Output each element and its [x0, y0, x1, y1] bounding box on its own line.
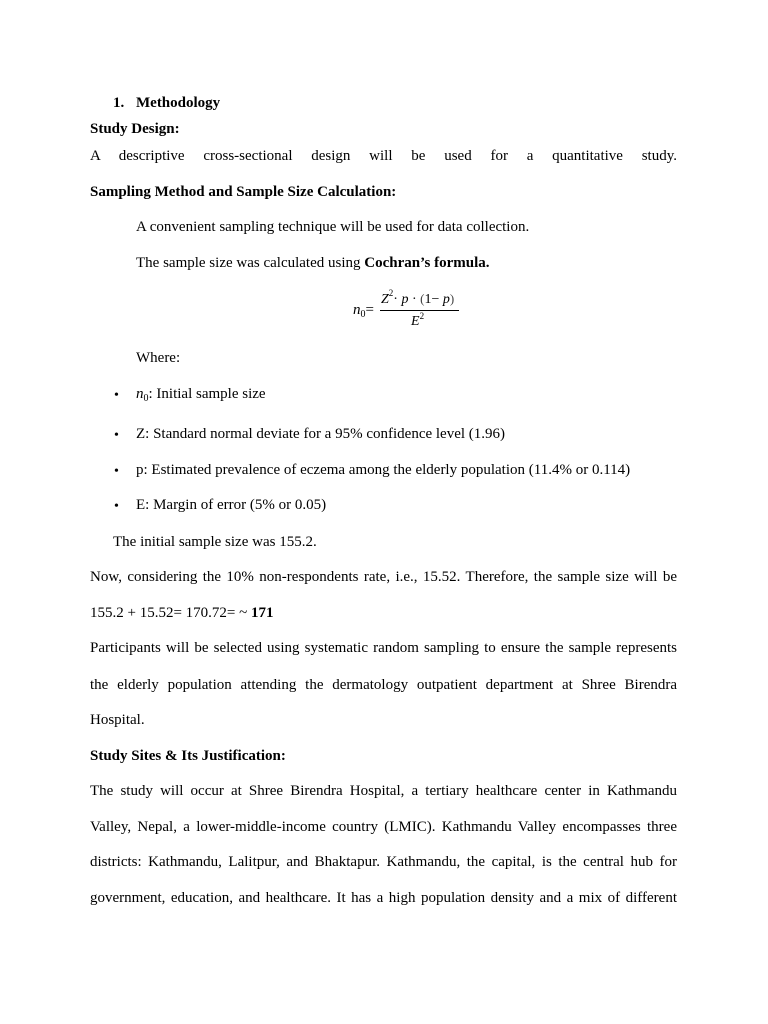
study-design-heading: Study Design:: [90, 121, 180, 137]
systematic-line-3: Hospital.: [90, 712, 145, 728]
nonrespondent-line-2: [90, 606, 274, 621]
formula-z: Z: [381, 292, 389, 307]
section-number: 1.: [113, 95, 125, 111]
study-sites-line-2: Valley, Nepal, a lower-middle-income country (LMIC). Kathmandu Valley encompasses three: [90, 819, 677, 835]
bullet-3-text: p: Estimated prevalence of eczema among the elderly population (11.4% or 0.114): [136, 462, 631, 478]
study-sites-heading: Study Sites & Its Justification:: [90, 748, 286, 764]
bullet-4-text: E: Margin of error (5% or 0.05): [136, 497, 327, 513]
bullet-1-text: [136, 387, 266, 402]
sampling-technique-text: A convenient sampling technique will be used for data collection.: [136, 219, 530, 235]
study-sites-line-1: The study will occur at Shree Birendra Hospital, a tertiary healthcare center in Kathmandu: [90, 783, 677, 799]
initial-sample-size: The initial sample size was 155.2.: [113, 534, 317, 550]
formula-n-sub: 0: [360, 309, 366, 320]
formula-z-exp: 2: [388, 288, 394, 298]
bullet-4-glyph: •: [114, 499, 119, 514]
section-title: Methodology: [136, 95, 221, 111]
study-sites-line-4: government, education, and healthcare. It has a high population density and a mix of different: [90, 890, 677, 906]
final-sample-size: 171: [251, 605, 274, 621]
formula-p2: p: [442, 292, 450, 307]
bullet-1-desc: : Initial sample size: [148, 386, 266, 402]
formula-n: n: [353, 302, 361, 318]
formula-e-exp: 2: [419, 311, 425, 321]
nonrespondent-line-1: Now, considering the 10% non-respondents rate, i.e., 15.52. Therefore, the sample size will be: [90, 569, 677, 585]
bullet-2-glyph: •: [114, 428, 119, 443]
formula-lhs: [353, 303, 374, 318]
bullet-1-sub: 0: [143, 393, 149, 404]
calculation-intro-text: [136, 256, 490, 271]
systematic-line-1: Participants will be selected using systematic random sampling to ensure the sample represents: [90, 640, 677, 656]
sampling-heading: Sampling Method and Sample Size Calculation:: [90, 184, 397, 200]
where-label: Where:: [136, 350, 181, 366]
formula-paren-close: ): [449, 291, 455, 306]
bullet-1-glyph: •: [114, 388, 119, 403]
formula-denominator: [411, 311, 425, 329]
formula-p: p: [401, 292, 409, 307]
formula-numerator: [381, 288, 455, 307]
sample-size-calc: 155.2 + 15.52= 170.72= ~: [90, 605, 251, 621]
bullet-1-var: n: [136, 386, 144, 402]
study-sites-line-3: districts: Kathmandu, Lalitpur, and Bhaktapur. Kathmandu, the capital, is the central hub for: [90, 854, 677, 870]
formula-name: Cochran’s formula.: [364, 255, 490, 271]
formula-paren-open: (: [420, 291, 425, 306]
systematic-line-2: the elderly population attending the dermatology outpatient department at Shree Birendra: [90, 677, 677, 693]
study-design-text: A descriptive cross-sectional design will be used for a quantitative study.: [90, 148, 677, 164]
formula-e: E: [411, 314, 420, 329]
formula-dot-1: ·: [393, 292, 402, 307]
formula-equals: =: [365, 302, 374, 318]
bullet-2-text: Z: Standard normal deviate for a 95% confidence level (1.96): [136, 426, 506, 442]
formula-one-minus: 1−: [424, 292, 443, 307]
calculation-intro: The sample size was calculated using: [136, 255, 365, 271]
formula-dot-2: ·: [408, 292, 421, 307]
bullet-3-glyph: •: [114, 464, 119, 479]
